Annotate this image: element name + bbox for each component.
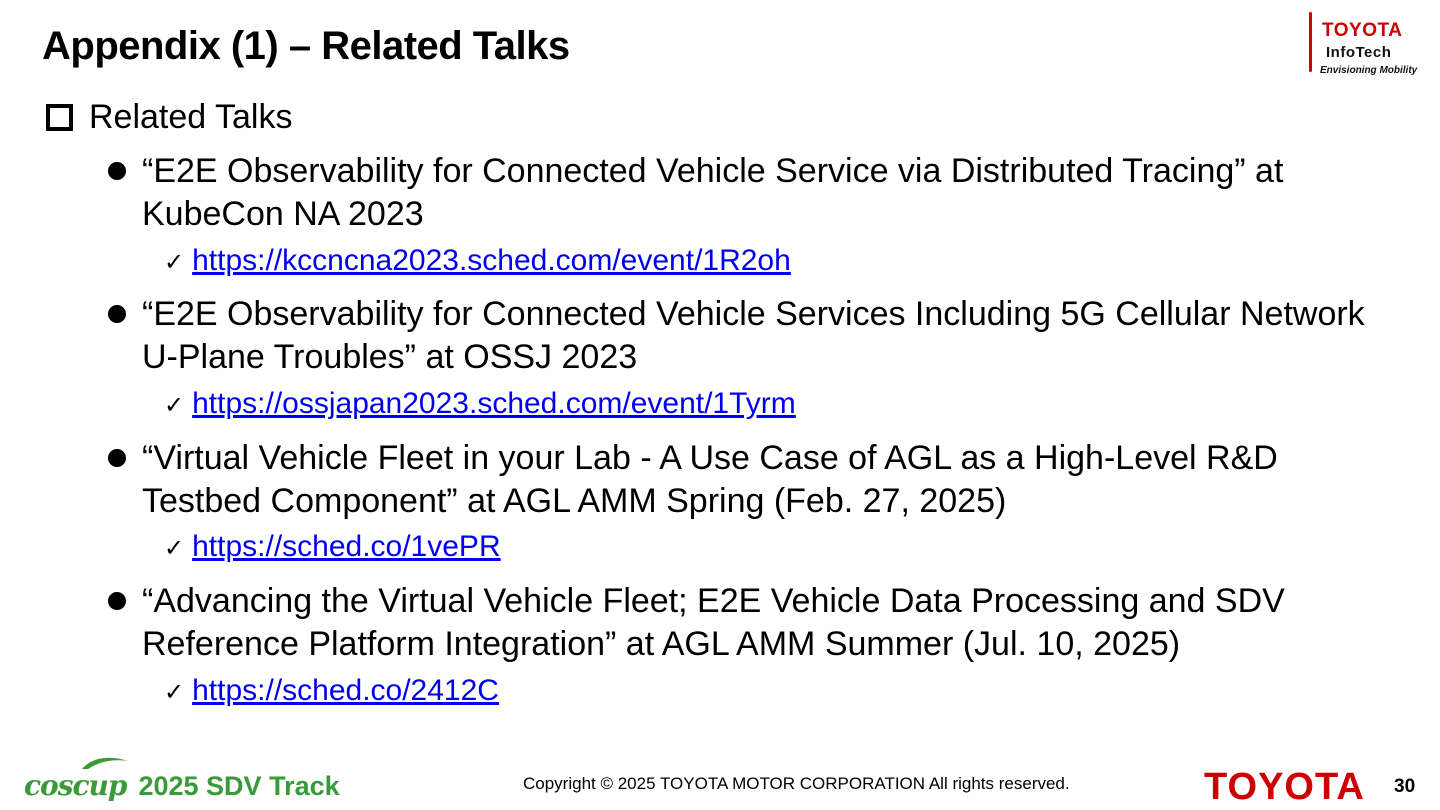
footer-event-branding: [24, 752, 340, 802]
coscup-logo: [24, 769, 126, 802]
talk-link-row: [164, 244, 791, 278]
talk-link[interactable]: https://ossjapan2023.sched.com/event/1Tyrm: [192, 387, 796, 420]
talk-link-row: [164, 674, 499, 708]
checkmark-icon: ✓: [164, 534, 185, 562]
talk-link-row: [164, 530, 501, 564]
page-number: 30: [1394, 776, 1416, 797]
hollow-square-bullet-icon: [46, 104, 73, 131]
talk-link[interactable]: https://sched.co/2412C: [192, 674, 499, 707]
talk-title: “E2E Observability for Connected Vehicle Service via Distributed Tracing” at KubeCon NA 2023: [142, 152, 1284, 233]
section-heading-label: Related Talks: [89, 98, 293, 136]
slide-title: Appendix (1) – Related Talks: [42, 24, 570, 68]
bullet-dot-icon: [108, 592, 126, 610]
coscup-swoosh-icon: [80, 755, 130, 771]
talk-title: “E2E Observability for Connected Vehicle Services Including 5G Cellular Network U-Plane Troubles” at OSSJ 2023: [142, 295, 1365, 376]
logo-tagline: Envisioning Mobility: [1320, 65, 1418, 76]
toyota-infotech-logo: [1300, 8, 1428, 80]
copyright-notice: Copyright © 2025 TOYOTA MOTOR CORPORATION All rights reserved.: [523, 774, 1070, 793]
toyota-logo: TOYOTA: [1204, 766, 1365, 808]
talk-link[interactable]: https://sched.co/1vePR: [192, 530, 501, 563]
talk-title: “Virtual Vehicle Fleet in your Lab - A Use Case of AGL as a High-Level R&D Testbed Component” at AGL AMM Spring (Feb. 27, 2025): [142, 439, 1278, 520]
coscup-wordmark: coscup: [24, 769, 127, 802]
section-heading: [46, 98, 293, 137]
bullet-dot-icon: [108, 162, 126, 180]
talk-title: “Advancing the Virtual Vehicle Fleet; E2E Vehicle Data Processing and SDV Reference Platform Integration” at AGL AMM Summer (Jul. 10, 2025): [142, 582, 1285, 663]
talk-link-row: [164, 387, 796, 421]
logo-accent-bar: [1309, 12, 1312, 72]
bullet-dot-icon: [108, 305, 126, 323]
checkmark-icon: ✓: [164, 678, 185, 706]
logo-line-toyota: TOYOTA: [1322, 20, 1403, 41]
checkmark-icon: ✓: [164, 248, 185, 276]
logo-line-infotech: InfoTech: [1326, 44, 1392, 61]
bullet-dot-icon: [108, 449, 126, 467]
talk-link[interactable]: https://kccncna2023.sched.com/event/1R2oh: [192, 244, 791, 277]
track-label: 2025 SDV Track: [138, 771, 340, 801]
checkmark-icon: ✓: [164, 391, 185, 419]
